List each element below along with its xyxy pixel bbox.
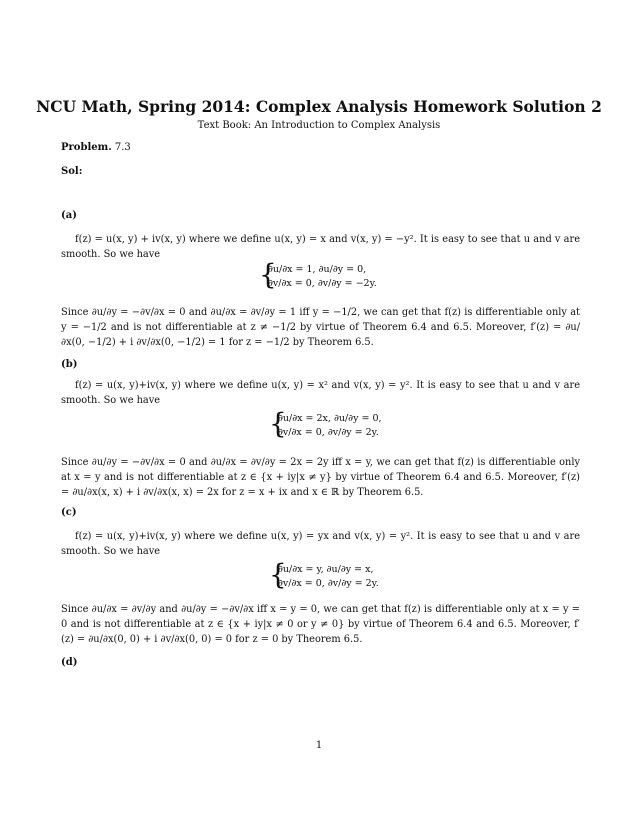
- equation-line: ∂v/∂x = 0, ∂v/∂y = −2y.: [268, 278, 377, 289]
- part-c-equation-system: [269, 558, 379, 591]
- part-a-intro-text: f(z) = u(x, y) + iv(x, y) where we define u(x, y) = x and v(x, y) = −y². It is easy to see that u and v are smooth. So we have: [61, 234, 580, 260]
- equation-line: ∂u/∂x = 2x, ∂u/∂y = 0,: [278, 413, 382, 424]
- brace-glyph: {: [259, 258, 277, 291]
- part-d-label: (d): [61, 657, 78, 668]
- solution-label: Sol:: [61, 166, 83, 177]
- part-a-intro: [61, 232, 580, 262]
- part-c-intro-text: f(z) = u(x, y)+iv(x, y) where we define u(x, y) = yx and v(x, y) = y². It is easy to see that u and v are smooth. So we have: [61, 531, 580, 557]
- page-number: 1: [315, 740, 323, 751]
- part-b-intro: [61, 378, 580, 408]
- equation-line: ∂u/∂x = 1, ∂u/∂y = 0,: [268, 264, 367, 275]
- equation-line: ∂v/∂x = 0, ∂v/∂y = 2y.: [278, 578, 379, 589]
- problem-number: 7.3: [114, 142, 131, 153]
- part-c-conclusion: Since ∂u/∂x = ∂v/∂y and ∂u/∂y = −∂v/∂x iff x = y = 0, we can get that f(z) is differentiable only at x = y = 0 and is not differentiable at z ∈ {x + iy|x ≠ 0 or y ≠ 0} by virtue of Theorem 6.4 and 6.5. Moreover, f′(z) = ∂u/∂x(0, 0) + i ∂v/∂x(0, 0) = 0 for z = 0 by Theorem 6.5.: [61, 604, 580, 645]
- part-c-label: (c): [61, 507, 77, 518]
- part-c-intro: [61, 529, 580, 559]
- brace-glyph: {: [269, 407, 287, 440]
- document-subtitle: Text Book: An Introduction to Complex Analysis: [197, 120, 441, 131]
- part-a-equation-system: [259, 258, 377, 291]
- part-b-label: (b): [61, 359, 78, 370]
- document-title: NCU Math, Spring 2014: Complex Analysis Homework Solution 2: [36, 97, 602, 116]
- part-b-intro-text: f(z) = u(x, y)+iv(x, y) where we define u(x, y) = x² and v(x, y) = y². It is easy to see that u and v are smooth. So we have: [61, 380, 580, 406]
- part-a-label: (a): [61, 210, 77, 221]
- part-b-equation-system: [269, 407, 382, 440]
- brace-glyph: {: [269, 558, 287, 591]
- problem-heading: [61, 140, 131, 155]
- equation-line: ∂v/∂x = 0, ∂v/∂y = 2y.: [278, 427, 379, 438]
- problem-label: Problem.: [61, 142, 112, 153]
- part-b-conclusion: Since ∂u/∂y = −∂v/∂x = 0 and ∂u/∂x = ∂v/∂y = 2x = 2y iff x = y, we can get that f(z) is differentiable only at x = y and is not differentiable at z ∈ {x + iy|x ≠ y} by virtue of Theorem 6.4 and 6.5. Moreover, f′(z) = ∂u/∂x(x, x) + i ∂v/∂x(x, x) = 2x for z = x + ix and x ∈ ℝ by Theorem 6.5.: [61, 457, 580, 498]
- part-a-conclusion: Since ∂u/∂y = −∂v/∂x = 0 and ∂u/∂x = ∂v/∂y = 1 iff y = −1/2, we can get that f(z) is differentiable only at y = −1/2 and is not differentiable at z ≠ −1/2 by virtue of Theorem 6.4 and 6.5. Moreover, f′(z) = ∂u/∂x(0, −1/2) + i ∂v/∂x(0, −1/2) = 1 for z = −1/2 by Theorem 6.5.: [61, 307, 580, 348]
- equation-line: ∂u/∂x = y, ∂u/∂y = x,: [278, 564, 374, 575]
